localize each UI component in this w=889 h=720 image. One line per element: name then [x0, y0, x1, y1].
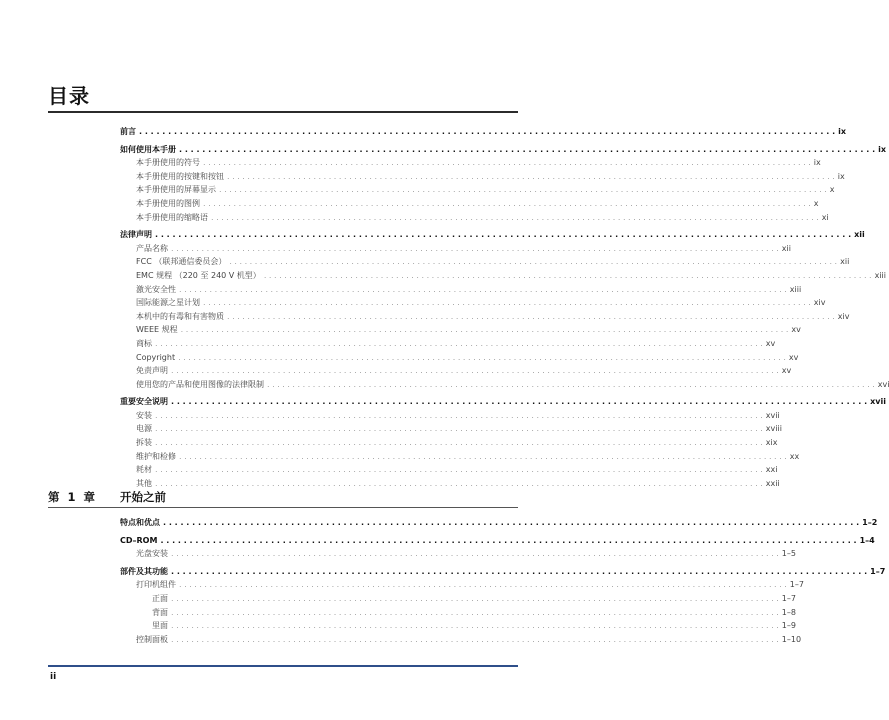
page-number: ii: [50, 672, 57, 682]
toc-entry-page: xiii: [874, 270, 886, 280]
toc-entry-label: 特点和优点: [120, 518, 160, 527]
toc-entry-label: Copyright: [136, 352, 176, 362]
toc-entry[interactable]: [120, 619, 796, 633]
toc-entry[interactable]: [120, 183, 835, 197]
toc-entry-label: 如何使用本手册: [120, 144, 176, 154]
toc-entry-label: 重要安全说明: [120, 397, 168, 407]
dot-leader: . . . . . . . . . . . . . . . . . . . . . . . . . . . . . . . . . . . . . . . . . . . . . . . . . . . . . . . . . . . . . . . . . . . . . . . . . . . . . . . . . . . . . . . . . . . . . . . . . . . . . . . . . . . . . . . . . . . . . . . .: [171, 366, 779, 376]
dot-leader: . . . . . . . . . . . . . . . . . . . . . . . . . . . . . . . . . . . . . . . . . . . . . . . . . . . . . . . . . . . . . . . . . . . . . . . . . . . . . . . . . . . . . . . . . . . . . . . . . . . . . . . . . . . . . . . . . . . . . . . .: [179, 580, 787, 590]
toc-entry-page: xiv: [837, 311, 850, 321]
toc-entry-page: xiii: [789, 284, 802, 294]
toc-entry-page: xvii: [870, 397, 886, 407]
toc-entry-label: 免责声明: [136, 366, 168, 376]
dot-leader: . . . . . . . . . . . . . . . . . . . . . . . . . . . . . . . . . . . . . . . . . . . . . . . . . . . . . . . . . . . . . . . . . . . . . . . . . . . . . . . . . . . . . . . . . . . . . . . . . . . . . . . . . . . . . . . . . . . . . . . .: [267, 379, 875, 389]
dot-leader: . . . . . . . . . . . . . . . . . . . . . . . . . . . . . . . . . . . . . . . . . . . . . . . . . . . . . . . . . . . . . . . . . . . . . . . . . . . . . . . . . . . . . . . . . . . . . . . . . . . . . . . . . . . . . . . . . . . . . . . .: [171, 397, 868, 407]
toc-entry-page: xv: [788, 352, 799, 362]
toc-entry-page: xix: [765, 438, 778, 448]
toc-entry-label: 安装: [136, 410, 152, 420]
toc-entry-page: ix: [813, 158, 821, 168]
toc-entry-page: ix: [878, 144, 887, 154]
toc-entry[interactable]: [120, 125, 847, 139]
toc-entry-page: 1–2: [862, 518, 878, 527]
dot-leader: . . . . . . . . . . . . . . . . . . . . . . . . . . . . . . . . . . . . . . . . . . . . . . . . . . . . . . . . . . . . . . . . . . . . . . . . . . . . . . . . . . . . . . . . . . . . . . . . . . . . . . . . . . . . . . . . . . . . . . . .: [155, 410, 763, 420]
chapter-number: 第 1 章: [48, 490, 96, 504]
toc-entry[interactable]: [120, 378, 889, 392]
toc-entry-label: 其他: [136, 478, 152, 488]
toc-entry[interactable]: [120, 477, 780, 491]
chapter-title: 开始之前: [120, 490, 166, 504]
toc-entry[interactable]: [120, 296, 826, 310]
toc-entry[interactable]: [120, 534, 875, 548]
toc-entry-label: 本手册使用的符号: [136, 158, 200, 168]
toc-entry-page: 1–7: [781, 593, 796, 603]
toc-entry-label: 激光安全性: [136, 284, 176, 294]
toc-entry[interactable]: [120, 211, 829, 225]
dot-leader: . . . . . . . . . . . . . . . . . . . . . . . . . . . . . . . . . . . . . . . . . . . . . . . . . . . . . . . . . . . . . . . . . . . . . . . . . . . . . . . . . . . . . . . . . . . . . . . . . . . . . . . . . . . . . . . . . . . . . . . .: [178, 352, 786, 362]
page-title: 目录: [48, 84, 90, 108]
toc-entry-page: xxi: [765, 465, 778, 475]
toc-entry-label: 商标: [136, 338, 152, 348]
toc-entry[interactable]: [120, 395, 886, 409]
toc-entry-page: xviii: [765, 424, 782, 434]
toc-entry-label: 光盘安装: [136, 549, 168, 559]
toc-entry[interactable]: [120, 228, 865, 242]
toc-entry-page: xiv: [813, 298, 826, 308]
toc-entry-label: 本手册使用的缩略语: [136, 212, 208, 222]
toc-entry-page: 1–7: [789, 580, 804, 590]
toc-entry[interactable]: [120, 578, 804, 592]
dot-leader: . . . . . . . . . . . . . . . . . . . . . . . . . . . . . . . . . . . . . . . . . . . . . . . . . . . . . . . . . . . . . . . . . . . . . . . . . . . . . . . . . . . . . . . . . . . . . . . . . . . . . . . . . . . . . . . . . . . . . . . .: [155, 465, 763, 475]
toc-entry-page: 1–4: [859, 535, 875, 545]
toc-entry-label: 本手册使用的按键和按钮: [136, 171, 224, 181]
toc-entry-page: xii: [840, 257, 850, 267]
dot-leader: . . . . . . . . . . . . . . . . . . . . . . . . . . . . . . . . . . . . . . . . . . . . . . . . . . . . . . . . . . . . . . . . . . . . . . . . . . . . . . . . . . . . . . . . . . . . . . . . . . . . . . . . . . . . . . . . . . . . . . . .: [211, 212, 819, 222]
toc-entry-label: CD–ROM: [120, 535, 158, 545]
toc-entry-label: WEEE 规程: [136, 325, 178, 335]
dot-leader: . . . . . . . . . . . . . . . . . . . . . . . . . . . . . . . . . . . . . . . . . . . . . . . . . . . . . . . . . . . . . . . . . . . . . . . . . . . . . . . . . . . . . . . . . . . . . . . . . . . . . . . . . . . . . . . . . . . . . . . .: [171, 549, 779, 559]
toc-entry-page: x: [829, 185, 835, 195]
title-rule: [48, 111, 518, 113]
toc-entry-page: 1–8: [781, 607, 796, 617]
toc-entry[interactable]: [120, 170, 845, 184]
toc-entry-label: 部件及其功能: [120, 566, 168, 576]
toc-entry-page: ix: [838, 127, 847, 136]
toc-entry[interactable]: [120, 255, 850, 269]
toc-entry[interactable]: [120, 364, 792, 378]
toc-entry[interactable]: [120, 463, 778, 477]
dot-leader: . . . . . . . . . . . . . . . . . . . . . . . . . . . . . . . . . . . . . . . . . . . . . . . . . . . . . . . . . . . . . . . . . . . . . . . . . . . . . . . . . . . . . . . . . . . . . . . . . . . . . . . . . . . . . . . . . . . . . . . .: [155, 230, 852, 240]
dot-leader: . . . . . . . . . . . . . . . . . . . . . . . . . . . . . . . . . . . . . . . . . . . . . . . . . . . . . . . . . . . . . . . . . . . . . . . . . . . . . . . . . . . . . . . . . . . . . . . . . . . . . . . . . . . . . . . . . . . . . . . .: [179, 144, 876, 154]
toc-entry-page: x: [813, 198, 819, 208]
dot-leader: . . . . . . . . . . . . . . . . . . . . . . . . . . . . . . . . . . . . . . . . . . . . . . . . . . . . . . . . . . . . . . . . . . . . . . . . . . . . . . . . . . . . . . . . . . . . . . . . . . . . . . . . . . . . . . . . . . . . . . . .: [171, 634, 779, 644]
toc-entry-page: 1–10: [781, 634, 802, 644]
toc-entry[interactable]: [120, 633, 802, 647]
dot-leader: . . . . . . . . . . . . . . . . . . . . . . . . . . . . . . . . . . . . . . . . . . . . . . . . . . . . . . . . . . . . . . . . . . . . . . . . . . . . . . . . . . . . . . . . . . . . . . . . . . . . . . . . . . . . . . . . . . . . . . . .: [171, 566, 868, 576]
toc-entry-label: 本机中的有毒和有害物质: [136, 311, 224, 321]
toc-entry-page: xv: [781, 366, 792, 376]
toc-entry-label: 打印机组件: [136, 580, 176, 590]
toc-entry-page: ix: [837, 171, 845, 181]
toc-entry[interactable]: [120, 547, 796, 561]
dot-leader: . . . . . . . . . . . . . . . . . . . . . . . . . . . . . . . . . . . . . . . . . . . . . . . . . . . . . . . . . . . . . . . . . . . . . . . . . . . . . . . . . . . . . . . . . . . . . . . . . . . . . . . . . . . . . . . . . . . . . . . .: [179, 451, 787, 461]
toc-entry-label: 本手册使用的屏幕显示: [136, 185, 216, 195]
dot-leader: . . . . . . . . . . . . . . . . . . . . . . . . . . . . . . . . . . . . . . . . . . . . . . . . . . . . . . . . . . . . . . . . . . . . . . . . . . . . . . . . . . . . . . . . . . . . . . . . . . . . . . . . . . . . . . . . . . . . . . . .: [180, 325, 789, 335]
toc-entry-label: EMC 规程 （220 至 240 V 机型）: [136, 270, 261, 280]
dot-leader: . . . . . . . . . . . . . . . . . . . . . . . . . . . . . . . . . . . . . . . . . . . . . . . . . . . . . . . . . . . . . . . . . . . . . . . . . . . . . . . . . . . . . . . . . . . . . . . . . . . . . . . . . . . . . . . . . . . . . . . .: [203, 158, 811, 168]
toc-entry[interactable]: [120, 310, 850, 324]
toc-entry-label: 法律声明: [120, 230, 152, 240]
dot-leader: . . . . . . . . . . . . . . . . . . . . . . . . . . . . . . . . . . . . . . . . . . . . . . . . . . . . . . . . . . . . . . . . . . . . . . . . . . . . . . . . . . . . . . . . . . . . . . . . . . . . . . . . . . . . . . . . . . . . . . . .: [155, 338, 763, 348]
toc-entry[interactable]: [120, 592, 796, 606]
toc-entry[interactable]: [120, 422, 782, 436]
toc-entry-label: 电源: [136, 424, 152, 434]
toc-entry[interactable]: [120, 516, 878, 530]
toc-entry-page: 1–9: [781, 621, 796, 631]
footer-rule: [48, 665, 518, 667]
chapter-rule: [48, 507, 518, 508]
toc-entry-label: 拆装: [136, 438, 152, 448]
toc-entry[interactable]: [120, 450, 800, 464]
dot-leader: . . . . . . . . . . . . . . . . . . . . . . . . . . . . . . . . . . . . . . . . . . . . . . . . . . . . . . . . . . . . . . . . . . . . . . . . . . . . . . . . . . . . . . . . . . . . . . . . . . . . . . . . . . . . . . . . . . . . . . . .: [155, 438, 763, 448]
dot-leader: . . . . . . . . . . . . . . . . . . . . . . . . . . . . . . . . . . . . . . . . . . . . . . . . . . . . . . . . . . . . . . . . . . . . . . . . . . . . . . . . . . . . . . . . . . . . . . . . . . . . . . . . . . . . . . . . . . . . . . . .: [179, 284, 787, 294]
toc-entry-page: xi: [821, 212, 829, 222]
toc-entry-label: 里面: [152, 621, 168, 631]
dot-leader: . . . . . . . . . . . . . . . . . . . . . . . . . . . . . . . . . . . . . . . . . . . . . . . . . . . . . . . . . . . . . . . . . . . . . . . . . . . . . . . . . . . . . . . . . . . . . . . . . . . . . . . . . . . . . . . . . . . . . . . .: [227, 311, 835, 321]
toc-entry-page: xx: [789, 451, 800, 461]
toc-entry[interactable]: [120, 436, 778, 450]
toc-entry-label: 耗材: [136, 465, 152, 475]
toc-entry-page: xxii: [765, 478, 780, 488]
toc-entry-label: 使用您的产品和使用图像的法律限制: [136, 379, 264, 389]
dot-leader: . . . . . . . . . . . . . . . . . . . . . . . . . . . . . . . . . . . . . . . . . . . . . . . . . . . . . . . . . . . . . . . . . . . . . . . . . . . . . . . . . . . . . . . . . . . . . . . . . . . . . . . . . . . . . . . . . . . . . . . .: [263, 270, 872, 280]
dot-leader: . . . . . . . . . . . . . . . . . . . . . . . . . . . . . . . . . . . . . . . . . . . . . . . . . . . . . . . . . . . . . . . . . . . . . . . . . . . . . . . . . . . . . . . . . . . . . . . . . . . . . . . . . . . . . . . . . . . . . . . .: [203, 198, 811, 208]
toc-entry-label: 本手册使用的图例: [136, 198, 200, 208]
dot-leader: . . . . . . . . . . . . . . . . . . . . . . . . . . . . . . . . . . . . . . . . . . . . . . . . . . . . . . . . . . . . . . . . . . . . . . . . . . . . . . . . . . . . . . . . . . . . . . . . . . . . . . . . . . . . . . . . . . . . . . . .: [155, 424, 763, 434]
toc-entry-label: 正面: [152, 593, 168, 603]
toc-entry[interactable]: [120, 242, 791, 256]
dot-leader: . . . . . . . . . . . . . . . . . . . . . . . . . . . . . . . . . . . . . . . . . . . . . . . . . . . . . . . . . . . . . . . . . . . . . . . . . . . . . . . . . . . . . . . . . . . . . . . . . . . . . . . . . . . . . . . . . . . . . . . .: [139, 127, 836, 136]
toc-entry[interactable]: [120, 351, 799, 365]
toc-entry[interactable]: [120, 606, 796, 620]
toc-entry-label: 国际能源之星计划: [136, 298, 200, 308]
dot-leader: . . . . . . . . . . . . . . . . . . . . . . . . . . . . . . . . . . . . . . . . . . . . . . . . . . . . . . . . . . . . . . . . . . . . . . . . . . . . . . . . . . . . . . . . . . . . . . . . . . . . . . . . . . . . . . . . . . . . . . . .: [171, 243, 779, 253]
toc-chapter-1: [120, 516, 886, 646]
dot-leader: . . . . . . . . . . . . . . . . . . . . . . . . . . . . . . . . . . . . . . . . . . . . . . . . . . . . . . . . . . . . . . . . . . . . . . . . . . . . . . . . . . . . . . . . . . . . . . . . . . . . . . . . . . . . . . . . . . . . . . . .: [203, 298, 811, 308]
toc-entry[interactable]: [120, 323, 801, 337]
dot-leader: . . . . . . . . . . . . . . . . . . . . . . . . . . . . . . . . . . . . . . . . . . . . . . . . . . . . . . . . . . . . . . . . . . . . . . . . . . . . . . . . . . . . . . . . . . . . . . . . . . . . . . . . . . . . . . . . . . . . . . . .: [219, 185, 827, 195]
toc-entry[interactable]: [120, 143, 887, 157]
dot-leader: . . . . . . . . . . . . . . . . . . . . . . . . . . . . . . . . . . . . . . . . . . . . . . . . . . . . . . . . . . . . . . . . . . . . . . . . . . . . . . . . . . . . . . . . . . . . . . . . . . . . . . . . . . . . . . . . . . . . . . . .: [227, 171, 835, 181]
toc-entry[interactable]: [120, 565, 886, 579]
toc-entry-page: xv: [791, 325, 801, 335]
toc-entry-label: 产品名称: [136, 243, 168, 253]
toc-entry-page: xii: [781, 243, 791, 253]
dot-leader: . . . . . . . . . . . . . . . . . . . . . . . . . . . . . . . . . . . . . . . . . . . . . . . . . . . . . . . . . . . . . . . . . . . . . . . . . . . . . . . . . . . . . . . . . . . . . . . . . . . . . . . . . . . . . . . . . . . . . . . .: [229, 257, 838, 267]
dot-leader: . . . . . . . . . . . . . . . . . . . . . . . . . . . . . . . . . . . . . . . . . . . . . . . . . . . . . . . . . . . . . . . . . . . . . . . . . . . . . . . . . . . . . . . . . . . . . . . . . . . . . . . . . . . . . . . . . . . . . . . .: [171, 593, 779, 603]
toc-entry-label: 维护和检修: [136, 451, 176, 461]
toc-entry-page: xvii: [765, 410, 780, 420]
dot-leader: . . . . . . . . . . . . . . . . . . . . . . . . . . . . . . . . . . . . . . . . . . . . . . . . . . . . . . . . . . . . . . . . . . . . . . . . . . . . . . . . . . . . . . . . . . . . . . . . . . . . . . . . . . . . . . . . . . . . . . . .: [160, 535, 857, 545]
toc-entry-label: 背面: [152, 607, 168, 617]
toc-entry-page: xv: [765, 338, 776, 348]
toc-entry-page: 1–7: [870, 566, 886, 576]
toc-entry-page: 1–5: [781, 549, 796, 559]
dot-leader: . . . . . . . . . . . . . . . . . . . . . . . . . . . . . . . . . . . . . . . . . . . . . . . . . . . . . . . . . . . . . . . . . . . . . . . . . . . . . . . . . . . . . . . . . . . . . . . . . . . . . . . . . . . . . . . . . . . . . . . .: [163, 518, 860, 527]
toc-entry[interactable]: [120, 197, 819, 211]
toc-entry-page: xvi: [877, 379, 889, 389]
toc-entry-label: 控制面板: [136, 634, 168, 644]
toc-entry[interactable]: [120, 283, 802, 297]
dot-leader: . . . . . . . . . . . . . . . . . . . . . . . . . . . . . . . . . . . . . . . . . . . . . . . . . . . . . . . . . . . . . . . . . . . . . . . . . . . . . . . . . . . . . . . . . . . . . . . . . . . . . . . . . . . . . . . . . . . . . . . .: [155, 478, 763, 488]
toc-entry-label: FCC （联邦通信委员会）: [136, 257, 227, 267]
toc-entry[interactable]: [120, 337, 776, 351]
toc-entry[interactable]: [120, 409, 780, 423]
toc-entry[interactable]: [120, 156, 821, 170]
dot-leader: . . . . . . . . . . . . . . . . . . . . . . . . . . . . . . . . . . . . . . . . . . . . . . . . . . . . . . . . . . . . . . . . . . . . . . . . . . . . . . . . . . . . . . . . . . . . . . . . . . . . . . . . . . . . . . . . . . . . . . . .: [171, 621, 779, 631]
toc-front-matter: [120, 125, 889, 490]
toc-entry-label: 前言: [120, 127, 136, 136]
dot-leader: . . . . . . . . . . . . . . . . . . . . . . . . . . . . . . . . . . . . . . . . . . . . . . . . . . . . . . . . . . . . . . . . . . . . . . . . . . . . . . . . . . . . . . . . . . . . . . . . . . . . . . . . . . . . . . . . . . . . . . . .: [171, 607, 779, 617]
toc-entry[interactable]: [120, 269, 886, 283]
toc-entry-page: xii: [854, 230, 865, 240]
